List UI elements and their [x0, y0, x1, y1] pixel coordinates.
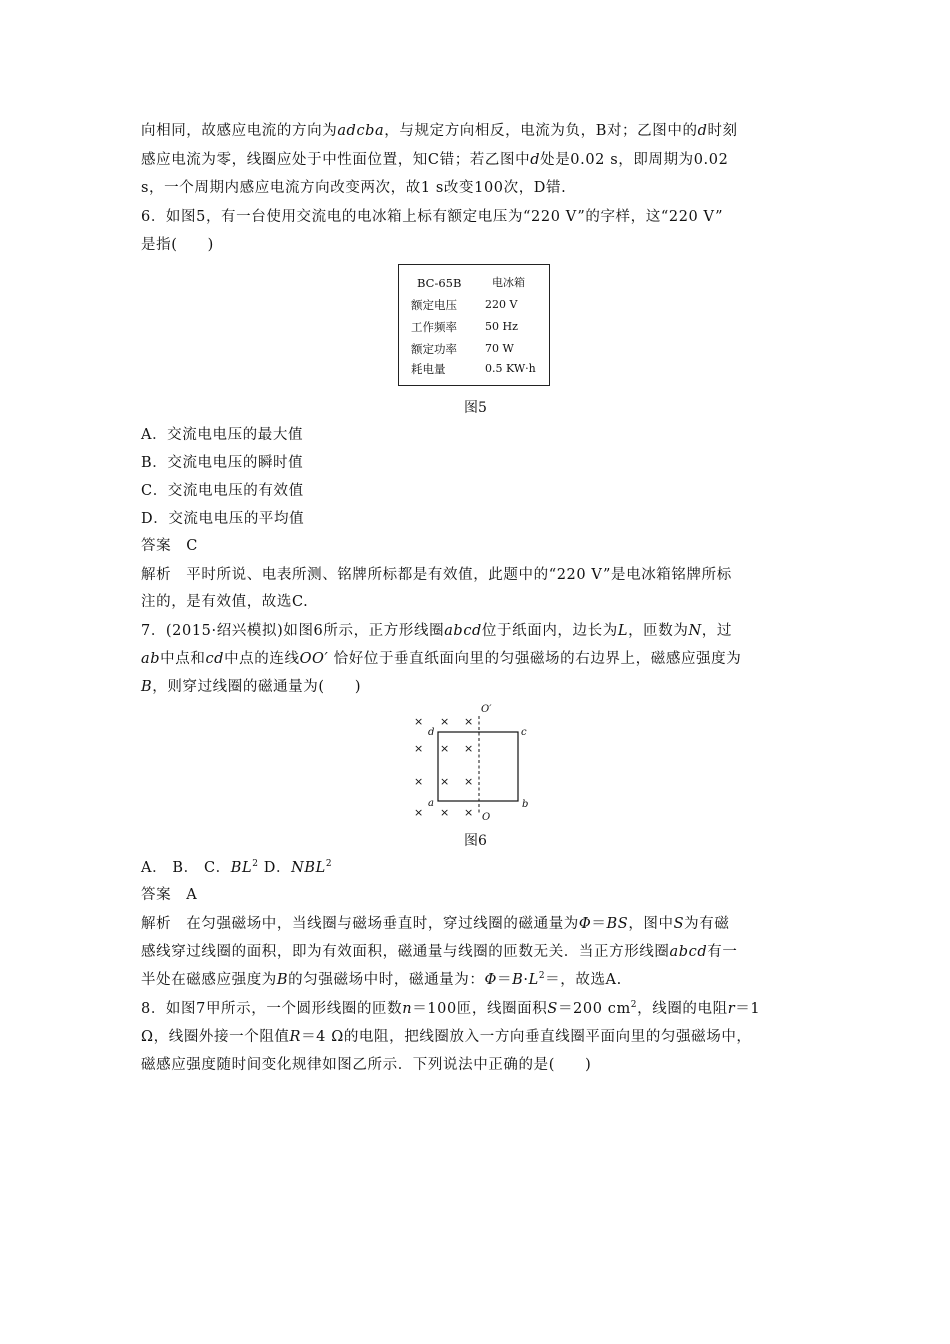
svg-text:×: ×: [414, 715, 424, 728]
svg-text:×: ×: [440, 775, 450, 788]
explanation: 解析 平时所说、电表所测、铭牌所标都是有效值，此题中的“220 V”是电冰箱铭牌所标: [141, 567, 732, 583]
field-crosses: [414, 715, 473, 819]
label-o: O: [482, 812, 491, 823]
question-6-stem: 6．如图5，有一台使用交流电的电冰箱上标有额定电压为“220 V”的字样，这“220 V”: [141, 209, 724, 225]
option-c: C．交流电电压的有效值: [141, 483, 304, 499]
nameplate-label: 额定电压: [411, 298, 457, 312]
nameplate-value: 70 W: [485, 342, 514, 355]
question-7-stem: ab中点和cd中点的连线OO′ 恰好位于垂直纸面向里的匀强磁场的右边界上，磁感应强度为: [141, 651, 742, 667]
text-line: 向相同，故感应电流的方向为adcba，与规定方向相反，电流为负，B对；乙图中的d时刻: [141, 123, 738, 139]
svg-text:×: ×: [414, 806, 424, 819]
svg-text:×: ×: [440, 806, 450, 819]
figure-6-diagram: [405, 700, 545, 825]
explanation: 解析 在匀强磁场中，当线圈与磁场垂直时，穿过线圈的磁通量为Φ＝BS，图中S为有磁: [141, 916, 730, 932]
svg-text:×: ×: [464, 806, 474, 819]
answer: 答案 A: [141, 887, 198, 903]
figure-6-caption: 图6: [464, 833, 487, 849]
explanation: 注的，是有效值，故选C.: [141, 594, 309, 610]
option-b: B．交流电电压的瞬时值: [141, 455, 304, 471]
nameplate-label: 耗电量: [411, 362, 446, 376]
label-o-prime: O′: [481, 704, 492, 715]
figure-5-caption: 图5: [464, 400, 487, 416]
nameplate-value: 50 Hz: [485, 320, 518, 333]
label-c: c: [521, 727, 527, 738]
question-8-stem: Ω，线圈外接一个阻值R＝4 Ω的电阻，把线圈放入一方向垂直线圈平面向里的匀强磁场中，: [141, 1029, 752, 1045]
label-a: a: [428, 798, 434, 809]
svg-text:×: ×: [414, 742, 424, 755]
question-7-stem: 7．(2015·绍兴模拟)如图6所示，正方形线圈abcd位于纸面内，边长为L，匝数为N，过: [141, 623, 732, 639]
svg-text:×: ×: [464, 775, 474, 788]
text-line: 感应电流为零，线圈应处于中性面位置，知C错；若乙图中d处是0.02 s，即周期为0.02: [141, 152, 729, 168]
nameplate-label: 额定功率: [411, 342, 457, 356]
svg-text:×: ×: [464, 715, 474, 728]
nameplate-figure-5: [398, 264, 550, 386]
nameplate-label: 工作频率: [411, 320, 457, 334]
explanation: 半处在磁感应强度为B的匀强磁场中时，磁通量为：$\Phi=B\cdot L^2=$，故选A.: [141, 971, 622, 988]
question-7-options: A． B． C．$BL^2$ D．NBL$^2$: [141, 859, 333, 876]
svg-text:×: ×: [440, 742, 450, 755]
question-8-stem: 磁感应强度随时间变化规律如图乙所示．下列说法中正确的是( ): [141, 1057, 592, 1073]
option-a: A．交流电电压的最大值: [141, 427, 304, 443]
svg-text:×: ×: [440, 715, 450, 728]
question-7-stem: B，则穿过线圈的磁通量为( ): [141, 679, 362, 695]
nameplate-value: 220 V: [485, 298, 518, 311]
nameplate-value: 0.5 KW·h: [485, 362, 536, 375]
nameplate-product: 电冰箱: [492, 276, 525, 289]
option-d: D．交流电电压的平均值: [141, 511, 305, 527]
label-d: d: [428, 727, 435, 738]
svg-text:×: ×: [464, 742, 474, 755]
label-b: b: [522, 799, 529, 810]
answer: 答案 C: [141, 538, 198, 554]
question-8-stem: 8．如图7甲所示，一个圆形线圈的匝数n＝100匝，线圈面积S＝200 $cm^2$，线圈的电阻r＝1: [141, 1000, 761, 1017]
text-line: s，一个周期内感应电流方向改变两次，故1 s改变100次，D错.: [141, 180, 567, 196]
svg-text:×: ×: [414, 775, 424, 788]
square-coil: [438, 732, 518, 801]
nameplate-model: BC-65B: [417, 276, 462, 290]
question-6-stem: 是指( ): [141, 237, 214, 253]
explanation: 感线穿过线圈的面积，即为有效面积，磁通量与线圈的匝数无关．当正方形线圈abcd有一: [141, 944, 738, 960]
